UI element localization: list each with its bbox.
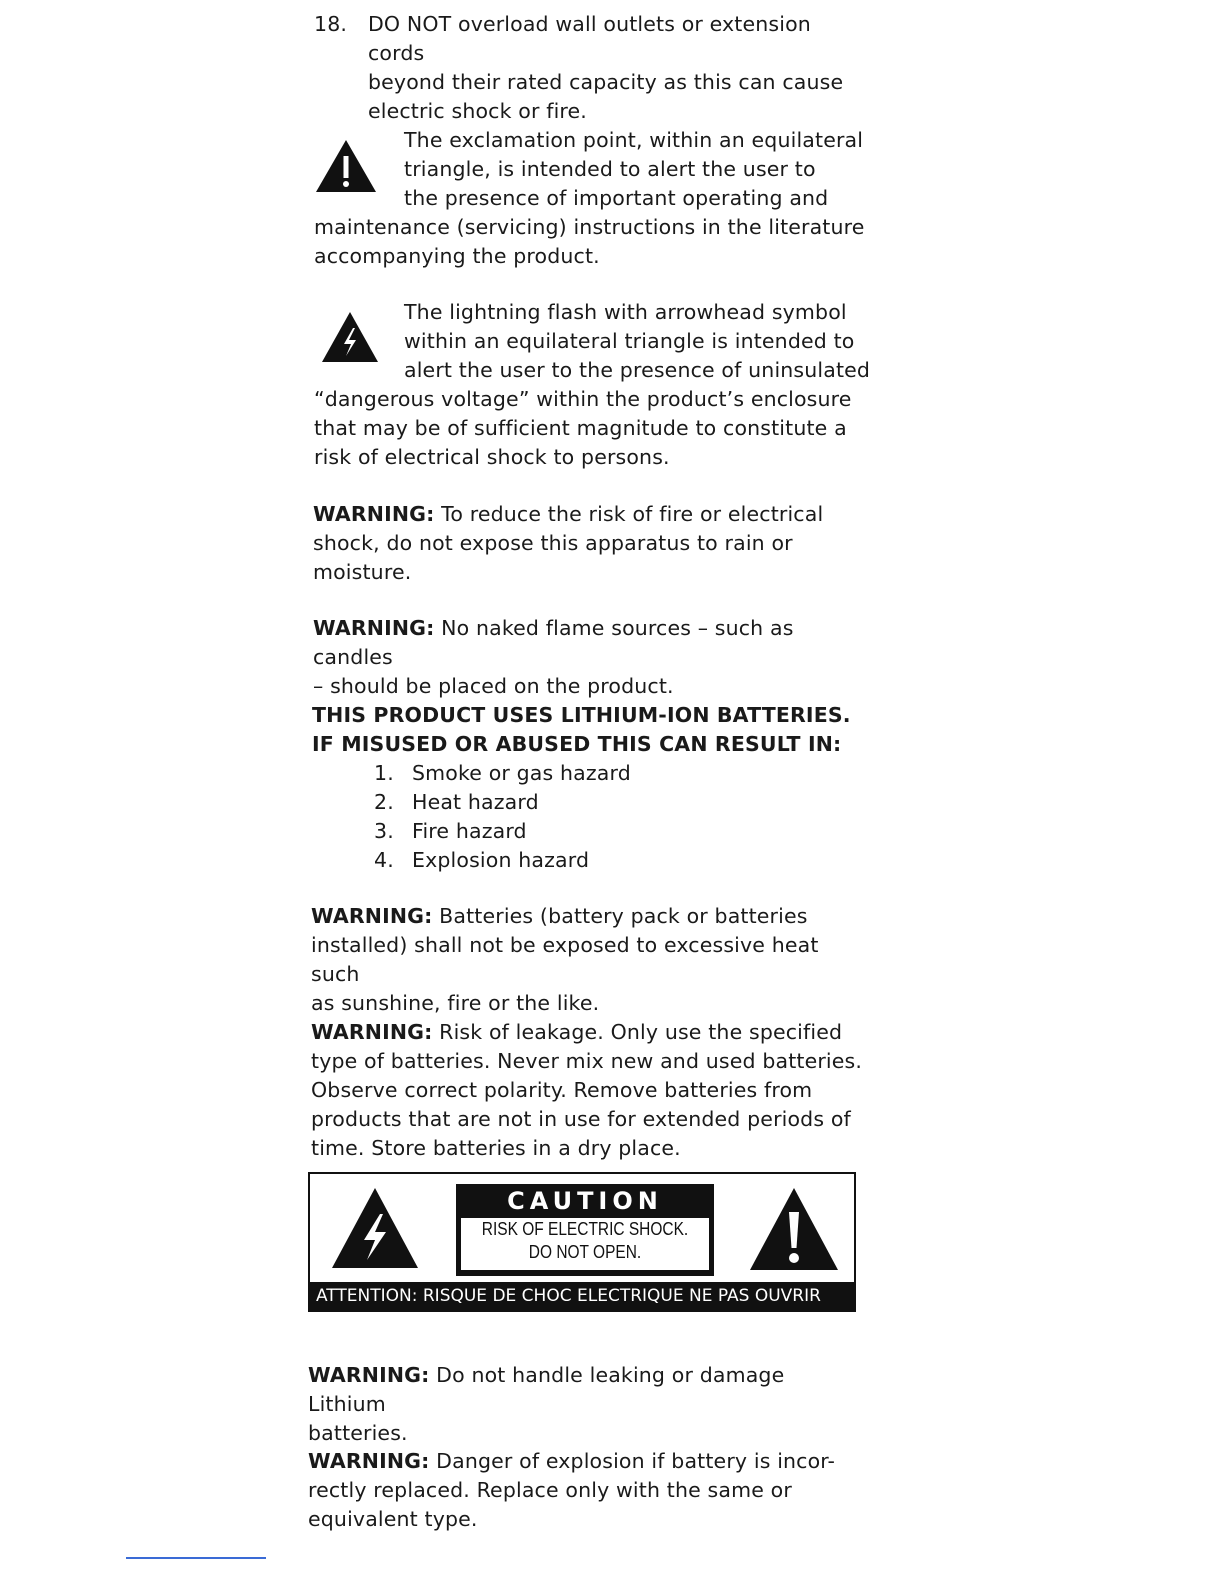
list-number: 4. (374, 848, 394, 872)
item-number: 18. (314, 12, 348, 36)
text-line: time. Store batteries in a dry place. (311, 1136, 681, 1160)
caution-label (308, 1172, 856, 1312)
list-item (374, 788, 868, 817)
text-line: that may be of sufficient magnitude to constitute a (314, 416, 847, 440)
list-number: 3. (374, 819, 394, 843)
text-line: Do not handle leaking or damage Lithium (308, 1363, 785, 1416)
caution-body (461, 1218, 709, 1270)
list-item (374, 817, 868, 846)
lightning-triangle-icon (320, 310, 380, 364)
battery-section (312, 701, 868, 875)
caution-title: CAUTION (507, 1187, 663, 1215)
text-line: as sunshine, fire or the like. (311, 991, 600, 1015)
list-text: Explosion hazard (412, 848, 590, 872)
text-line: equivalent type. (308, 1507, 478, 1531)
exclamation-triangle-icon (314, 138, 378, 194)
text-line: shock, do not expose this apparatus to rain or (313, 531, 793, 555)
text-line: DO NOT overload wall outlets or extension cords (368, 12, 811, 65)
text-line: “dangerous voltage” within the product’s enclosure (314, 387, 852, 411)
exclamation-triangle-icon (748, 1186, 840, 1272)
text-line: – should be placed on the product. (313, 674, 674, 698)
text-line: electric shock or fire. (368, 99, 587, 123)
lightning-triangle-icon (330, 1186, 420, 1270)
text-line: rectly replaced. Replace only with the same or (308, 1478, 792, 1502)
text-line: products that are not in use for extended periods of (311, 1107, 851, 1131)
list-text: Heat hazard (412, 790, 539, 814)
text-line: The lightning flash with arrowhead symbol (404, 300, 847, 324)
text-line: triangle, is intended to alert the user to (404, 157, 816, 181)
list-item (374, 846, 868, 875)
text-line: To reduce the risk of fire or electrical (434, 502, 824, 526)
text-line: No naked flame sources – such as candles (313, 616, 794, 669)
list-text: Fire hazard (412, 819, 527, 843)
text-line: Observe correct polarity. Remove batteries from (311, 1078, 813, 1102)
text-line: maintenance (servicing) instructions in the literature (314, 215, 865, 239)
warning-explosion (308, 1447, 864, 1534)
caution-line: RISK OF ELECTRIC SHOCK. (481, 1219, 689, 1239)
warning-leakage (311, 1018, 867, 1163)
hazard-list (312, 759, 868, 875)
text-line: batteries. (308, 1421, 408, 1445)
caution-panel (456, 1184, 714, 1276)
exclamation-note (314, 126, 874, 271)
text-line: accompanying the product. (314, 244, 600, 268)
warning-label: WARNING: (313, 502, 435, 526)
text-line: within an equilateral triangle is intended to (404, 329, 855, 353)
text-line: type of batteries. Never mix new and used batteries. (311, 1049, 863, 1073)
attention-bar (310, 1282, 854, 1310)
text-line: Risk of leakage. Only use the specified (432, 1020, 843, 1044)
text-line: The exclamation point, within an equilateral (404, 128, 864, 152)
list-number: 1. (374, 761, 394, 785)
warning-label: WARNING: (311, 904, 433, 928)
warning-rain (313, 500, 869, 587)
text-line: alert the user to the presence of uninsulated (404, 358, 871, 382)
warning-label: WARNING: (311, 1020, 433, 1044)
text-line: beyond their rated capacity as this can cause (368, 70, 844, 94)
text-line: installed) shall not be exposed to excessive heat such (311, 933, 819, 986)
list-number: 2. (374, 790, 394, 814)
attention-text: ATTENTION: RISQUE DE CHOC ELECTRIQUE NE PAS OUVRIR (316, 1286, 821, 1306)
text-line: Batteries (battery pack or batteries (432, 904, 808, 928)
text-line: moisture. (313, 560, 412, 584)
warning-label: WARNING: (313, 616, 435, 640)
battery-heading-line2: IF MISUSED OR ABUSED THIS CAN RESULT IN: (312, 732, 842, 756)
list-item (374, 759, 868, 788)
footnote-rule (126, 1557, 266, 1559)
item-18-text (368, 10, 868, 126)
warning-heat (311, 902, 867, 1018)
warning-label: WARNING: (308, 1449, 430, 1473)
list-text: Smoke or gas hazard (412, 761, 631, 785)
battery-heading-line1: THIS PRODUCT USES LITHIUM-ION BATTERIES. (312, 703, 851, 727)
text-line: Danger of explosion if battery is incor- (429, 1449, 836, 1473)
warning-leaking (308, 1361, 864, 1448)
text-line: risk of electrical shock to persons. (314, 445, 670, 469)
warning-label: WARNING: (308, 1363, 430, 1387)
warning-flame (313, 614, 869, 701)
text-line: the presence of important operating and (404, 186, 829, 210)
lightning-note (314, 298, 874, 472)
caution-line: DO NOT OPEN. (528, 1242, 642, 1262)
